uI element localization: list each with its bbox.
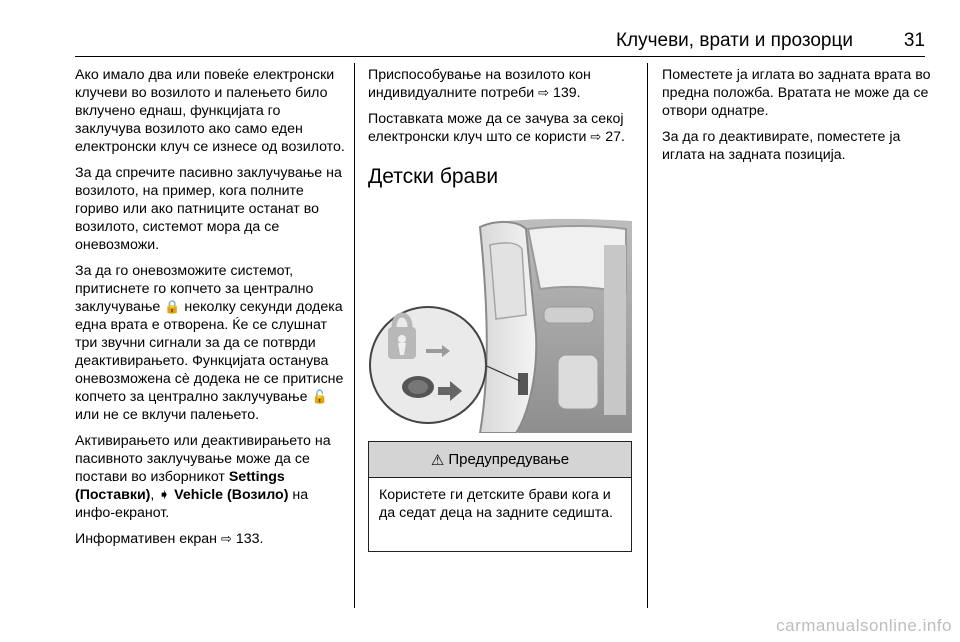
warning-header: [369, 442, 631, 478]
lock-icon: 🔒: [164, 299, 181, 314]
paragraph: Информативен екран ⇨ 133.: [75, 531, 264, 547]
column-3: [662, 66, 932, 172]
paragraph: Ако имало два или повеќе електронски клучеви во возилото и палењето било вклучено еднаш, функцијата го заклучува возилото ако само еден електронски клуч се изнесе од возилото.: [75, 67, 345, 155]
warning-text: Користете ги детските брави кога и да седат деца на задните седишта.: [379, 487, 613, 521]
paragraph: Приспособување на возилото кон индивидуалните потреби ⇨ 139.: [368, 67, 591, 101]
reference-arrow-icon: ⇨: [220, 531, 232, 546]
page-number: 31: [903, 30, 925, 51]
paragraph: Поместете ја иглата во задната врата во предна положба. Вратата не може да се отвори однатре.: [662, 67, 931, 119]
section-heading: Детски брави: [368, 165, 499, 188]
unlock-icon: 🔓: [311, 389, 328, 404]
page-reference: 139.: [552, 85, 581, 101]
page-header: [75, 30, 925, 60]
door-illustration: [368, 215, 632, 433]
column-divider-2: [647, 63, 648, 608]
paragraph: За да го деактивирате, поместете ја иглата на задната позиција.: [662, 129, 901, 163]
page-reference: 133.: [235, 531, 264, 547]
warning-box: [368, 441, 632, 552]
paragraph: Активирањето или деактивирањето на пасивното заклучување може да се постави во изборникот Settings (Поставки), ➧ Vehicle (Возило) на инфо-екранот.: [75, 433, 331, 521]
header-rule: [75, 56, 925, 57]
column-divider-1: [354, 63, 355, 608]
menu-arrow-icon: ➧: [158, 487, 171, 503]
paragraph: За да го оневозможите системот, притиснете го копчето за централно заклучување 🔒 неколку секунди додека една врата е отворена. Ќе се слушнат три звучни сигнали за да се потврди деактивирањето. Функцијата останува оневозможена сè додека не се притисне копчето за централно заклучување 🔓 или не се вклучи палењето.: [75, 263, 344, 423]
inset-circle: [370, 307, 486, 423]
menu-vehicle: Vehicle (Возило): [174, 487, 289, 503]
reference-arrow-icon: ⇨: [538, 85, 550, 100]
page-title: Клучеви, врати и прозорци: [615, 30, 853, 51]
paragraph: Поставката може да се зачува за секој електронски клуч што се користи ⇨ 27.: [368, 111, 625, 145]
column-2: [368, 66, 636, 204]
child-lock-illustration: [368, 215, 632, 433]
menu-settings: Settings (Поставки): [75, 469, 285, 503]
paragraph: За да спречите пасивно заклучување на возилото, на пример, кога полните гориво или ако патниците останат во возилото, системот мора да се оневозможи.: [75, 165, 342, 253]
reference-arrow-icon: ⇨: [590, 129, 602, 144]
watermark: carmanualsonline.info: [776, 616, 952, 635]
warning-title: Предупредување: [448, 451, 570, 468]
page-reference: 27.: [605, 129, 625, 145]
warning-icon: ⚠: [430, 451, 445, 469]
column-1: [75, 66, 345, 556]
